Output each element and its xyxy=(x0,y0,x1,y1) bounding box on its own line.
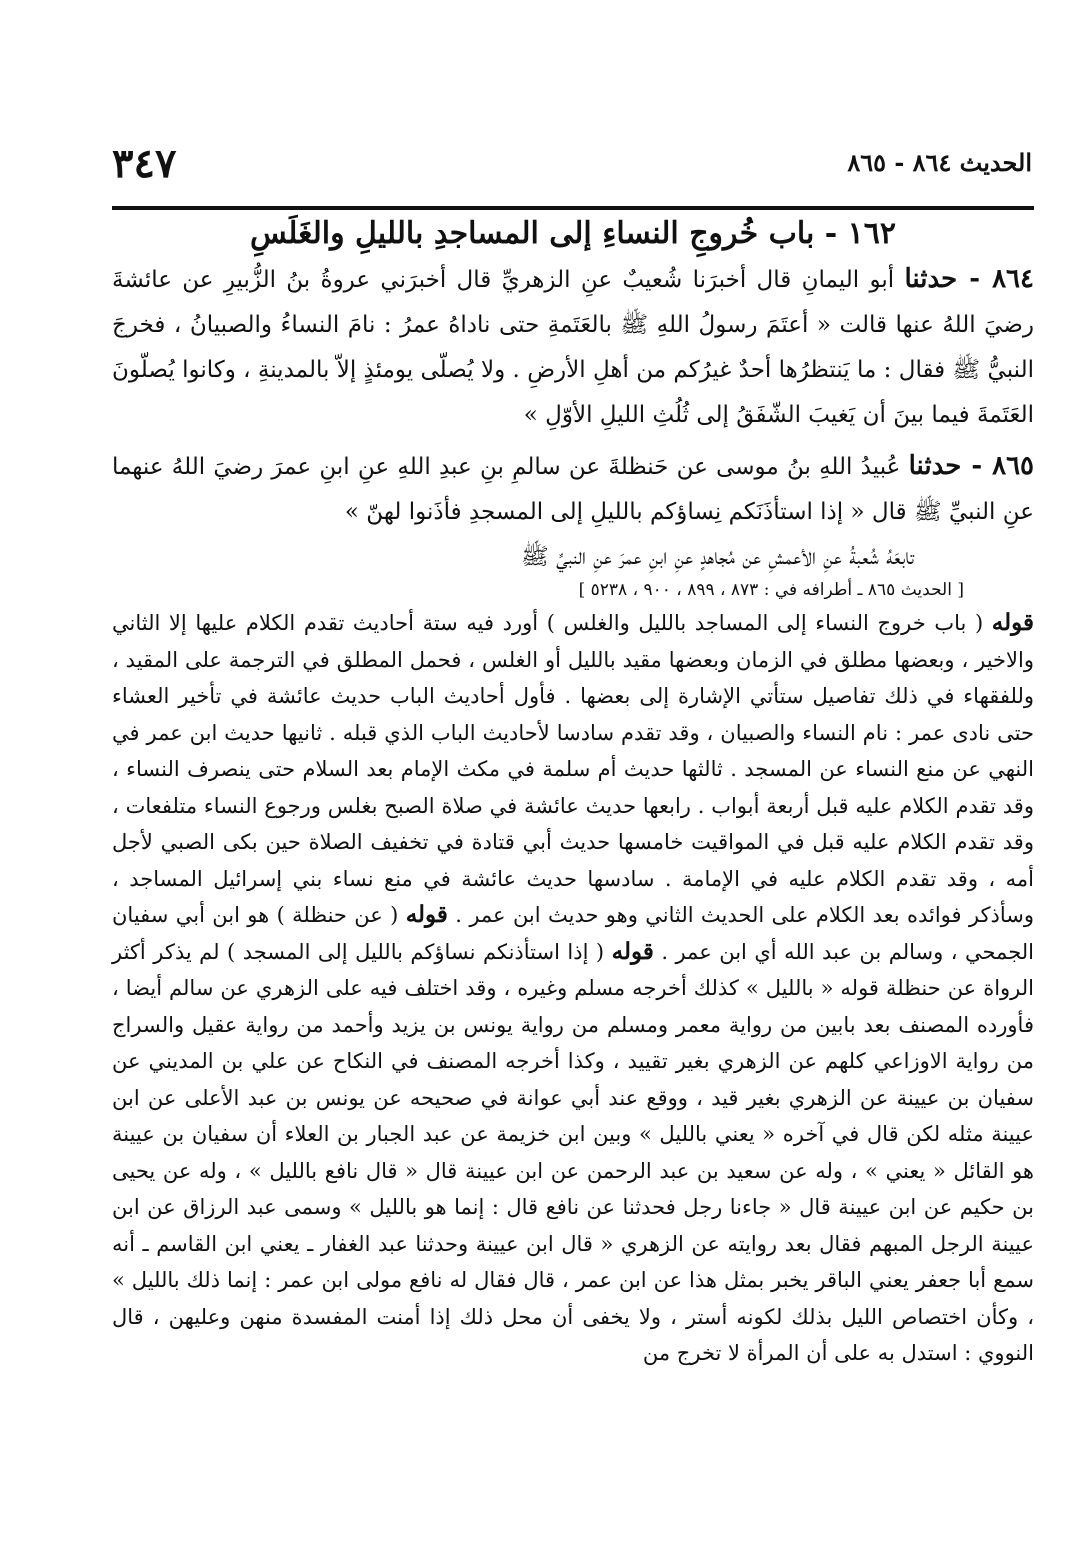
hadith-marker: ٨٦٤ - حدثنا xyxy=(904,264,1034,294)
commentary-text xyxy=(112,605,1034,1372)
hadith-864 xyxy=(112,257,1034,438)
commentary-segment: ( باب خروج النساء إلى المساجد بالليل والغلس ) أورد فيه ستة أحاديث تقدم الكلام عليها إلا الثاني والاخير ، وبعضها مطلق في الزمان وبعضها مقيد بالليل أو الغلس ، فحمل المطلق في الترجمة على المقيد ، وللفقهاء في ذلك تفاصيل ستأتي الإشارة إلى بعضها . فأول أحاديث الباب حديث عائشة في تأخير العشاء حتى نادى عمر : نام النساء والصبيان ، وقد تقدم سادسا لأحاديث الباب الذي قبله . ثانيها حديث ابن عمر في النهي عن منع النساء عن المسجد . ثالثها حديث أم سلمة في مكث الإمام بعد السلام حتى ينصرف النساء ، وقد تقدم الكلام عليه قبل أربعة أبواب . رابعها حديث عائشة في صلاة الصبح بغلس ورجوع النساء متلفعات ، وقد تقدم الكلام عليه قبل في المواقيت خامسها حديث أبي قتادة في تخفيف الصلاة حين بكى الصبي لأجل أمه ، وقد تقدم الكلام عليه في الإمامة . سادسها حديث عائشة في منع نساء بني إسرائيل المساجد ، وسأذكر فوائده بعد الكلام على الحديث الثاني وهو حديث ابن عمر . xyxy=(112,611,1034,927)
hadith-text: أبو اليمانِ قال أخبرَنا شُعيبٌ عنِ الزهريِّ قال أخبرَني عروةُ بنُ الزُّبيرِ عن عائشةَ رضيَ اللهُ عنها قالت « أعتَمَ رسولُ اللهِ ﷺ بالعَتَمةِ حتى ناداهُ عمرُ : نامَ النساءُ والصبيانُ ، فخرجَ النبيُّ ﷺ فقال : ما يَنتظرُها أحدٌ غيرُكم من أهلِ الأرضِ . ولا يُصلّى يومئذٍ إلاّ بالمدينةِ ، وكانوا يُصلّونَ العَتَمةَ فيما بينَ أن يَغيبَ الشّفَقُ إلى ثُلُثِ الليلِ الأوّلِ » xyxy=(112,267,1034,428)
hadith-text: عُبيدُ اللهِ بنُ موسى عن حَنظلةَ عن سالمِ بنِ عبدِ اللهِ عنِ ابنِ عمرَ رضيَ اللهُ عنهما عنِ النبيِّ ﷺ قال « إذا استأذَنَكم نِساؤكم بالليلِ إلى المسجدِ فأذَنوا لهنّ » xyxy=(112,454,1034,525)
page-body xyxy=(112,212,1034,1372)
cross-reference: [ الحديث ٨٦٥ ـ أطرافه في : ٨٧٣ ، ٨٩٩ ، ٩٠٠ ، ٥٢٣٨ ] xyxy=(578,580,964,600)
page-header xyxy=(112,140,1032,202)
hadith-marker: ٨٦٥ - حدثنا xyxy=(908,451,1035,481)
commentary-marker: قوله xyxy=(611,937,654,965)
mutaba-note: تابعَهُ شُعبةُ عنِ الأعمشِ عن مُجاهدٍ عنِ ابنِ عمرَ عنِ النبيِّ ﷺ xyxy=(521,544,914,570)
commentary-segment: ( إذا استأذنكم نساؤكم بالليل إلى المسجد ) لم يذكر أكثر الرواة عن حنظلة قوله « بالليل » كذلك أخرجه مسلم وغيره ، وقد اختلف فيه على الزهري عن سالم أيضا ، فأورده المصنف بعد بابين من رواية معمر ومسلم من رواية يونس بن يزيد وأحمد من رواية عقيل والسراج من رواية الاوزاعي كلهم عن الزهري بغير تقييد ، وكذا أخرجه المصنف في النكاح عن علي بن المديني عن سفيان بن عيينة عن الزهري بغير قيد ، ووقع عند أبي عوانة في صحيحه عن يونس بن عبد الأعلى عن ابن عيينة مثله لكن قال في آخره « يعني بالليل » وبين ابن خزيمة عن عبد الجبار بن العلاء أن سفيان بن عيينة هو القائل « يعني » ، وله عن سعيد بن عبد الرحمن عن ابن عيينة قال « قال نافع بالليل » ، وله عن يحيى بن حكيم عن ابن عيينة قال « جاءنا رجل فحدثنا عن نافع قال : إنما هو بالليل » وسمى عبد الرزاق عن ابن عيينة الرجل المبهم فقال بعد روايته عن الزهري « قال ابن عيينة وحدثنا عبد الغفار ـ يعني ابن القاسم ـ أنه سمع أبا جعفر يعني الباقر يخبر بمثل هذا عن ابن عمر ، قال فقال له نافع مولى ابن عمر : إنما ذلك بالليل » ، وكأن اختصاص الليل بذلك لكونه أستر ، ولا يخفى أن محل ذلك إذا أمنت المفسدة منهن وعليهن ، قال النووي : استدل به على أن المرأة لا تخرج من xyxy=(112,939,1035,1365)
chapter-title: ١٦٢ - باب خُروجِ النساءِ إلى المساجدِ بالليلِ والغَلَسِ xyxy=(249,216,896,251)
commentary-marker: قوله xyxy=(405,901,448,928)
commentary-segment: ( عن حنظلة ) هو ابن أبي سفيان الجمحي ، وسالم بن عبد الله أي ابن عمر . xyxy=(112,903,1034,964)
commentary-marker: قوله xyxy=(991,609,1034,636)
hadith-865 xyxy=(112,444,1034,535)
page-number: ٣٤٧ xyxy=(112,140,177,187)
header-rule xyxy=(112,206,1034,210)
running-title: الحديث ٨٦٤ - ٨٦٥ xyxy=(847,148,1032,177)
